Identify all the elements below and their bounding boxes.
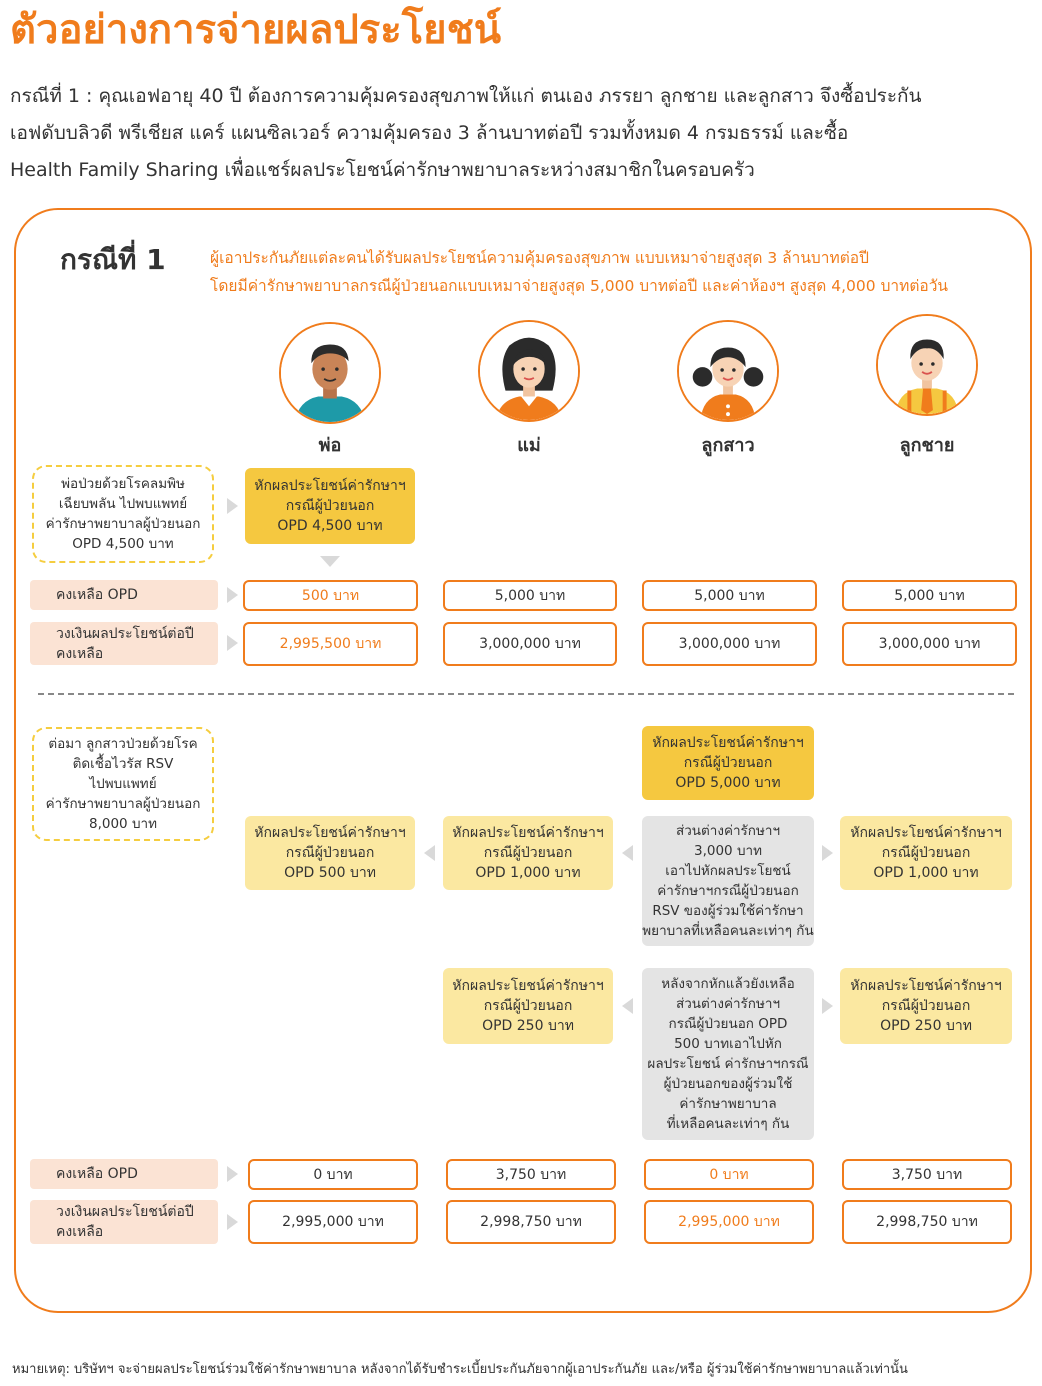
deduct-line: กรณีผู้ป่วยนอก bbox=[881, 998, 971, 1014]
note-line: ไปพบแพทย์ bbox=[89, 776, 157, 792]
diff-line: ส่วนต่างค่ารักษาฯ bbox=[675, 823, 781, 839]
case-title: กรณีที่ 1 bbox=[60, 243, 166, 276]
deduct-line: กรณีผู้ป่วยนอก bbox=[683, 755, 773, 771]
scenario1-father-deduct bbox=[245, 468, 415, 544]
deduct-line: หักผลประโยชน์ค่ารักษาฯ bbox=[652, 735, 804, 751]
member-name-son: ลูกชาย bbox=[899, 435, 955, 456]
page-title: ตัวอย่างการจ่ายผลประโยชน์ bbox=[10, 7, 502, 53]
section-divider bbox=[38, 693, 1014, 695]
scenario2-annual-label bbox=[30, 1200, 218, 1244]
arrow-left-icon bbox=[424, 845, 435, 861]
note-line: OPD 4,500 บาท bbox=[72, 536, 174, 552]
arrow-left-icon bbox=[622, 998, 633, 1014]
note-line: ต่อมา ลูกสาวป่วยด้วยโรค bbox=[48, 736, 198, 752]
scenario2-opd-mother: 3,750 บาท bbox=[446, 1159, 616, 1190]
scenario1-note bbox=[32, 465, 214, 563]
scenario1-opd-label bbox=[30, 580, 218, 610]
arrow-right-icon bbox=[227, 587, 238, 603]
arrow-right-icon bbox=[822, 998, 833, 1014]
remain-line: ค่ารักษาพยาบาล bbox=[679, 1096, 777, 1112]
intro-line: เอฟดับบลิวดี พรีเชียส แคร์ แผนซิลเวอร์ ความคุ้มครอง 3 ล้านบาทต่อปี รวมทั้งหมด 4 กรมธรรม์ และซื้อ bbox=[10, 122, 849, 144]
scenario2-opd-son: 3,750 บาท bbox=[842, 1159, 1012, 1190]
case-desc-line: โดยมีค่ารักษาพยาบาลกรณีผู้ป่วยนอกแบบเหมาจ่ายสูงสุด 5,000 บาทต่อปี และค่าห้องฯ สูงสุด 4,000 บาทต่อวัน bbox=[210, 277, 949, 295]
scenario2-son-deduct-2 bbox=[840, 968, 1012, 1044]
deduct-line: OPD 1,000 บาท bbox=[873, 865, 979, 881]
deduct-line: กรณีผู้ป่วยนอก bbox=[483, 998, 573, 1014]
remain-line: ส่วนต่างค่ารักษาฯ bbox=[675, 996, 781, 1012]
member-name-mother: แม่ bbox=[517, 435, 541, 456]
annual-label-line: คงเหลือ bbox=[56, 645, 104, 662]
deduct-line: หักผลประโยชน์ค่ารักษาฯ bbox=[254, 478, 406, 494]
son-avatar-icon bbox=[876, 314, 978, 416]
scenario1-annual-mother: 3,000,000 บาท bbox=[443, 622, 617, 666]
arrow-right-icon bbox=[227, 1214, 238, 1230]
diff-line: พยาบาลที่เหลือคนละเท่าๆ กัน bbox=[642, 923, 814, 939]
annual-label-line: วงเงินผลประโยชน์ต่อปี bbox=[56, 1204, 194, 1220]
diff-line: 3,000 บาท bbox=[694, 843, 762, 859]
scenario1-opd-daughter: 5,000 บาท bbox=[642, 580, 817, 611]
scenario2-opd-daughter: 0 บาท bbox=[644, 1159, 814, 1190]
father-avatar-icon bbox=[279, 322, 381, 424]
deduct-line: หักผลประโยชน์ค่ารักษาฯ bbox=[850, 978, 1002, 994]
scenario1-annual-son: 3,000,000 บาท bbox=[842, 622, 1017, 666]
intro-line: Health Family Sharing เพื่อแชร์ผลประโยชน์ค่ารักษาพยาบาลระหว่างสมาชิกในครอบครัว bbox=[10, 159, 755, 181]
arrow-right-icon bbox=[227, 635, 238, 651]
daughter-avatar-icon bbox=[677, 320, 779, 422]
arrow-left-icon bbox=[622, 845, 633, 861]
note-line: เฉียบพลัน ไปพบแพทย์ bbox=[58, 496, 188, 512]
footnote: หมายเหตุ: บริษัทฯ จะจ่ายผลประโยชน์ร่วมใช้ค่ารักษาพยาบาล หลังจากได้รับชำระเบี้ยประกันภัยจากผู้เอาประกันภัย และ/หรือ ผู้ร่วมใช้ค่ารักษาพยาบาลแล้วเท่านั้น bbox=[12, 1362, 908, 1377]
note-line: ค่ารักษาพยาบาลผู้ป่วยนอก bbox=[45, 796, 201, 812]
scenario1-annual-daughter: 3,000,000 บาท bbox=[642, 622, 817, 666]
diff-line: RSV ของผู้ร่วมใช้ค่ารักษา bbox=[652, 903, 804, 919]
scenario2-opd-label bbox=[30, 1159, 218, 1189]
diff-line: ค่ารักษาฯกรณีผู้ป่วยนอก bbox=[657, 883, 799, 899]
remain-line: กรณีผู้ป่วยนอก OPD bbox=[668, 1016, 788, 1032]
scenario2-opd-father: 0 บาท bbox=[248, 1159, 418, 1190]
deduct-line: หักผลประโยชน์ค่ารักษาฯ bbox=[850, 825, 1002, 841]
scenario1-opd-son: 5,000 บาท bbox=[842, 580, 1017, 611]
deduct-line: หักผลประโยชน์ค่ารักษาฯ bbox=[452, 978, 604, 994]
scenario2-father-deduct bbox=[245, 816, 415, 890]
deduct-line: หักผลประโยชน์ค่ารักษาฯ bbox=[452, 825, 604, 841]
opd-label-text: คงเหลือ OPD bbox=[56, 1166, 138, 1182]
opd-label-text: คงเหลือ OPD bbox=[56, 587, 138, 603]
scenario1-annual-label bbox=[30, 622, 218, 665]
scenario2-diff-box bbox=[642, 816, 814, 946]
case-description bbox=[210, 244, 948, 300]
deduct-line: OPD 250 บาท bbox=[880, 1018, 972, 1034]
intro-line: กรณีที่ 1 : คุณเอฟอายุ 40 ปี ต้องการความคุ้มครองสุขภาพให้แก่ ตนเอง ภรรยา ลูกชาย และลูกสาว จึงซื้อประกัน bbox=[10, 85, 922, 107]
scenario2-remaining-box bbox=[642, 968, 814, 1140]
intro-text bbox=[10, 78, 1040, 189]
arrow-down-icon bbox=[320, 556, 340, 567]
deduct-line: กรณีผู้ป่วยนอก bbox=[483, 845, 573, 861]
scenario1-opd-mother: 5,000 บาท bbox=[443, 580, 617, 611]
scenario2-son-deduct bbox=[840, 816, 1012, 890]
scenario1-opd-father: 500 บาท bbox=[243, 580, 418, 611]
member-name-father: พ่อ bbox=[318, 435, 342, 456]
scenario1-annual-father: 2,995,500 บาท bbox=[243, 622, 418, 666]
remain-line: 500 บาทเอาไปหัก bbox=[674, 1036, 782, 1052]
remain-line: ผู้ป่วยนอกของผู้ร่วมใช้ bbox=[663, 1076, 793, 1092]
case-desc-line: ผู้เอาประกันภัยแต่ละคนได้รับผลประโยชน์ความคุ้มครองสุขภาพ แบบเหมาจ่ายสูงสุด 3 ล้านบาทต่อปี bbox=[210, 249, 869, 267]
deduct-line: OPD 5,000 บาท bbox=[675, 775, 781, 791]
deduct-line: หักผลประโยชน์ค่ารักษาฯ bbox=[254, 825, 406, 841]
annual-label-line: คงเหลือ bbox=[56, 1224, 104, 1240]
note-line: พ่อป่วยด้วยโรคลมพิษ bbox=[61, 476, 185, 492]
note-line: ค่ารักษาพยาบาลผู้ป่วยนอก bbox=[45, 516, 201, 532]
member-name-daughter: ลูกสาว bbox=[701, 435, 755, 456]
diff-line: เอาไปหักผลประโยชน์ bbox=[665, 863, 791, 879]
deduct-line: กรณีผู้ป่วยนอก bbox=[285, 498, 375, 514]
note-line: ติดเชื้อไวรัส RSV bbox=[72, 756, 174, 772]
arrow-right-icon bbox=[227, 498, 238, 514]
deduct-line: OPD 250 บาท bbox=[482, 1018, 574, 1034]
note-line: 8,000 บาท bbox=[89, 816, 157, 832]
mother-avatar-icon bbox=[478, 320, 580, 422]
deduct-line: กรณีผู้ป่วยนอก bbox=[881, 845, 971, 861]
scenario2-mother-deduct-2 bbox=[443, 968, 613, 1044]
remain-line: หลังจากหักแล้วยังเหลือ bbox=[661, 976, 795, 992]
scenario2-mother-deduct bbox=[443, 816, 613, 890]
arrow-right-icon bbox=[822, 845, 833, 861]
scenario2-note bbox=[32, 727, 214, 841]
scenario2-annual-mother: 2,998,750 บาท bbox=[446, 1200, 616, 1244]
deduct-line: OPD 500 บาท bbox=[284, 865, 376, 881]
arrow-right-icon bbox=[227, 1166, 238, 1182]
scenario2-annual-son: 2,998,750 บาท bbox=[842, 1200, 1012, 1244]
remain-line: ที่เหลือคนละเท่าๆ กัน bbox=[666, 1116, 790, 1132]
deduct-line: กรณีผู้ป่วยนอก bbox=[285, 845, 375, 861]
annual-label-line: วงเงินผลประโยชน์ต่อปี bbox=[56, 625, 194, 642]
deduct-line: OPD 4,500 บาท bbox=[277, 518, 383, 534]
scenario2-annual-daughter: 2,995,000 บาท bbox=[644, 1200, 814, 1244]
deduct-line: OPD 1,000 บาท bbox=[475, 865, 581, 881]
scenario2-annual-father: 2,995,000 บาท bbox=[248, 1200, 418, 1244]
remain-line: ผลประโยชน์ ค่ารักษาฯกรณี bbox=[647, 1056, 809, 1072]
scenario2-daughter-deduct bbox=[642, 726, 814, 800]
